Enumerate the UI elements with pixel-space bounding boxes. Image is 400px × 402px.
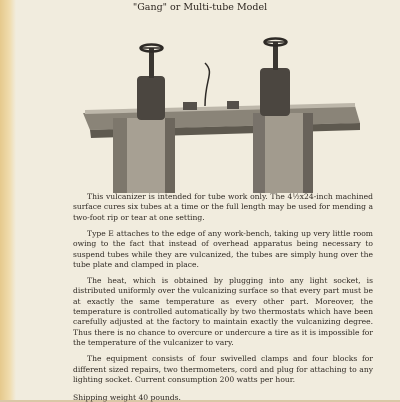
power-cord — [205, 63, 209, 106]
paragraph-equipment: The equipment consists of four swivelled clamps and four blocks for different sized repairs, two thermometers, cord and plug for attaching to any lighting socket. Current consumption 200 watts per hour. — [73, 354, 373, 384]
description-text — [73, 192, 373, 391]
paragraph-type-e: Type E attaches to the edge of any work-bench, taking up very little room owing to the fact that instead of overhead apparatus being necessary to suspend tubes while they are vulcanized, the tubes are simply hung over the tube plate and clamped in place. — [73, 228, 373, 269]
shipping-weight-line: Shipping weight 40 pounds. — [73, 393, 181, 402]
left-clamp — [137, 76, 165, 120]
paragraph-heat: The heat, which is obtained by plugging into any light socket, is distributed uniformly over the vulcanizing surface so that every part must be at exactly the same temperature as every other part. Moreover, the temperature is controlled automatically by two thermostats which have been carefully adjusted at the factory to maintain exactly the vulcanizing degree. Thus there is no chance to overcure or undercure a tire as it is impossible for the temperature of the vulcanizer to vary. — [73, 275, 373, 348]
page-spine — [0, 0, 16, 400]
figure-caption: "Gang" or Multi-tube Model — [132, 2, 268, 13]
right-clamp — [260, 68, 290, 116]
vulcanizer-illustration — [55, 18, 365, 193]
paragraph-intro: This vulcanizer is intended for tube work only. The 4½x24-inch machined surface cures six tubes at a time or the full length may be used for mending a two-foot rip or tear at one setting. — [73, 192, 373, 222]
